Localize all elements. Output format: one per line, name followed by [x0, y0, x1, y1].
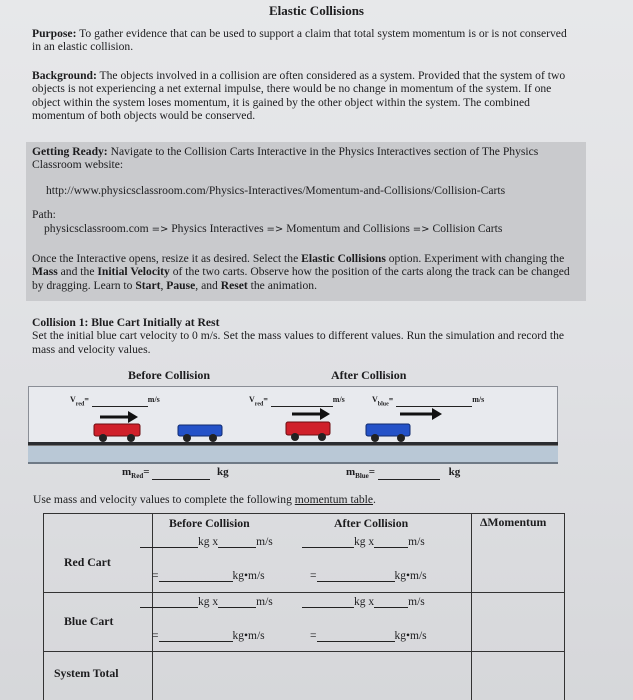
unit-kg: kg — [448, 466, 461, 478]
table-divider — [44, 651, 564, 652]
after-collision-label: After Collision — [331, 368, 407, 382]
unit-ms: m/s — [332, 395, 345, 404]
row-red-cart: Red Cart — [64, 555, 111, 569]
red-before-vel-blank[interactable] — [218, 537, 256, 548]
instr-text-1: Once the Interactive opens, resize it as desired. Select the — [32, 252, 302, 265]
eq-sign: = — [143, 466, 150, 478]
ms-label: m/s — [256, 536, 273, 548]
instr-bold-pause: Pause — [166, 278, 196, 292]
blue-before-mass-blank[interactable] — [140, 597, 198, 608]
blue-after-p — [310, 630, 427, 642]
kgms-label: kg•m/s — [232, 570, 265, 582]
ms-label: m/s — [256, 596, 273, 608]
blue-after-p-blank[interactable] — [317, 631, 395, 642]
path-step-2: Physics Interactives — [171, 222, 264, 235]
v-red-label: V — [70, 395, 76, 404]
red-cart-after-icon — [286, 408, 330, 441]
collision1-heading: Collision 1: Blue Cart Initially at Rest — [32, 316, 220, 329]
m-red-label: m — [122, 466, 132, 478]
blue-cart-before-icon — [178, 425, 222, 442]
background-text: The objects involved in a collision are often considered as a system. Provided that the system of two objects is not experiencing a net external impulse, there would be no change in momentum of the system. If one object within the system loses momentum, it is gained by the other object within the system. The combined momentum of both objects would be conserved. — [32, 69, 566, 123]
blue-before-mv — [140, 596, 273, 608]
eq-sign: = — [84, 395, 89, 404]
background-label: Background: — [32, 69, 97, 82]
instr-text-3: and the — [57, 265, 98, 279]
m-blue-sub: Blue — [355, 472, 369, 481]
v-blue-sub: blue — [377, 401, 389, 408]
getting-ready-text: Navigate to the Collision Carts Interactive in the Physics Interactives section of The Physics Classroom website: — [32, 145, 539, 172]
unit-ms: m/s — [472, 395, 485, 404]
path-label: Path: — [32, 208, 56, 221]
collision1-text: Set the initial blue cart velocity to 0 m/s. Set the mass values to different values. Run the simulation and record the mass and velocity values. — [32, 329, 565, 356]
instr-bold-reset: Reset — [220, 278, 248, 292]
path-arrow-icon: => — [412, 224, 430, 235]
table-intro-end: . — [373, 493, 376, 506]
red-before-p-blank[interactable] — [159, 571, 233, 582]
instr-text-4: of the two carts. Observe how the position of the carts along the track can be changed by dragging. Learn to — [32, 265, 570, 292]
red-before-p — [152, 570, 265, 582]
eq-sign: = — [310, 570, 317, 582]
getting-ready-label: Getting Ready: — [32, 145, 108, 158]
kg-x-label: kg x — [198, 596, 219, 608]
row-blue-cart: Blue Cart — [64, 614, 114, 628]
header-after-collision: After Collision — [334, 516, 409, 530]
getting-ready-paragraph — [32, 145, 572, 172]
red-after-mass-blank[interactable] — [302, 537, 354, 548]
kg-x-label: kg x — [354, 596, 375, 608]
purpose-text: To gather evidence that can be used to support a claim that total system momentum is or is not conserved in an elastic collision. — [32, 27, 567, 54]
eq-sign: = — [310, 630, 317, 642]
red-after-mv — [302, 536, 425, 548]
m-red-field — [122, 466, 229, 480]
collision1-section — [32, 316, 572, 356]
red-after-p-blank[interactable] — [317, 571, 395, 582]
header-delta-momentum: ΔMomentum — [480, 515, 547, 529]
ms-label: m/s — [408, 596, 425, 608]
m-blue-field — [346, 466, 460, 480]
v-red-sub: red — [75, 401, 85, 408]
blue-before-vel-blank[interactable] — [218, 597, 256, 608]
v-red-label: V — [249, 395, 255, 404]
site-url[interactable]: http://www.physicsclassroom.com/Physics-Interactives/Momentum-and-Collisions/Collision-Carts — [46, 184, 506, 197]
eq-sign: = — [152, 570, 159, 582]
blue-after-mass-blank[interactable] — [302, 597, 354, 608]
instr-text-2: option. Experiment with changing the — [385, 252, 565, 265]
unit-kg: kg — [217, 466, 229, 478]
eq-sign: = — [368, 466, 376, 478]
track-base — [28, 462, 558, 464]
v-blue-label: V — [372, 395, 378, 404]
kgms-label: kg•m/s — [394, 630, 427, 642]
table-intro-text: Use mass and velocity values to complete the following — [33, 493, 295, 506]
red-after-vel-blank[interactable] — [374, 537, 408, 548]
path-step-3: Momentum and Collisions — [286, 222, 410, 235]
path-arrow-icon: => — [266, 224, 284, 235]
ms-label: m/s — [408, 536, 425, 548]
unit-ms: m/s — [147, 395, 160, 404]
instr-text-6: , and — [195, 278, 221, 292]
red-cart-before-icon — [94, 411, 140, 442]
background-paragraph — [32, 69, 572, 123]
v-red-sub: red — [254, 401, 264, 408]
red-after-p — [310, 570, 427, 582]
eq-sign: = — [388, 395, 394, 404]
instr-text-5: , — [160, 278, 167, 292]
kgms-label: kg•m/s — [394, 570, 427, 582]
path-step-4: Collision Carts — [432, 222, 503, 235]
blue-after-vel-blank[interactable] — [374, 597, 408, 608]
kgms-label: kg•m/s — [232, 630, 265, 642]
kg-x-label: kg x — [198, 536, 219, 548]
blue-after-mv — [302, 596, 425, 608]
kg-x-label: kg x — [354, 536, 375, 548]
row-system-total: System Total — [54, 666, 119, 680]
instr-text-7: the animation. — [247, 278, 317, 292]
header-before-collision: Before Collision — [169, 516, 250, 530]
instr-bold-elastic: Elastic Collisions — [301, 252, 386, 265]
red-before-mass-blank[interactable] — [140, 537, 198, 548]
red-before-mv — [140, 536, 273, 548]
instructions-paragraph — [32, 252, 572, 292]
path-step-1: physicsclassroom.com — [44, 222, 149, 235]
path-arrow-icon: => — [151, 224, 169, 235]
purpose-paragraph — [32, 27, 572, 54]
m-blue-label: m — [346, 466, 356, 478]
instr-bold-velocity: Initial Velocity — [97, 265, 170, 279]
eq-sign: = — [263, 395, 268, 404]
blue-before-p-blank[interactable] — [159, 631, 233, 642]
path-line — [44, 222, 584, 236]
m-blue-blank[interactable] — [378, 469, 440, 480]
purpose-label: Purpose: — [32, 27, 77, 40]
carts-diagram — [28, 400, 558, 448]
blue-before-p — [152, 630, 265, 642]
before-collision-label: Before Collision — [128, 368, 211, 382]
instr-bold-mass: Mass — [32, 265, 58, 279]
momentum-table — [43, 513, 565, 700]
instr-bold-start: Start — [135, 278, 161, 292]
eq-sign: = — [152, 630, 159, 642]
m-red-sub: Red — [131, 472, 144, 481]
table-divider — [44, 592, 564, 593]
table-intro-underlined: momentum table — [294, 493, 374, 506]
blue-cart-after-icon — [366, 408, 442, 442]
table-intro — [33, 493, 593, 506]
page-title: Elastic Collisions — [269, 3, 364, 18]
m-red-blank[interactable] — [152, 469, 210, 480]
table-divider — [471, 514, 472, 700]
